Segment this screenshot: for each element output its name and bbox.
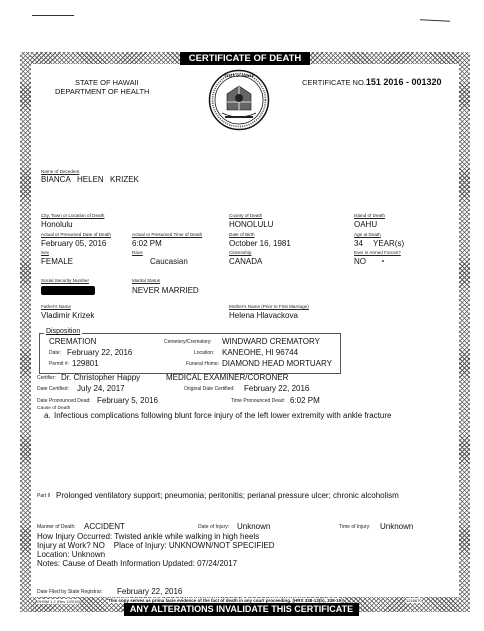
injury-at-work: Injury at Work? NO Place of Injury: UNKNOWN/NOT SPECIFIED	[37, 541, 275, 550]
original-date-value: February 22, 2016	[244, 384, 310, 393]
state-seal-icon	[208, 69, 270, 131]
injury-how: How Injury Occurred: Twisted ankle while walking in high heels	[37, 532, 260, 541]
city-value: Honolulu	[41, 220, 73, 229]
funeral-home-label: Funeral Home:	[186, 361, 220, 367]
marital-value: NEVER MARRIED	[132, 286, 199, 295]
alteration-warning: ANY ALTERATIONS INVALIDATE THIS CERTIFICATE	[124, 603, 359, 616]
marital-label: Marital Status	[132, 278, 161, 283]
county-label: County of Death	[229, 213, 263, 218]
father-label: Father's Name	[41, 304, 71, 309]
dob-label: Date of Birth	[229, 232, 255, 237]
age-unit: YEAR(s)	[373, 239, 405, 248]
filed-label: Date Filed by State Registrar:	[37, 589, 103, 595]
date-of-death-label: Actual or Presumed Date of Death	[41, 232, 111, 237]
original-date-label: Original Date Certified:	[184, 386, 235, 392]
injury-time-value: Unknown	[380, 522, 414, 531]
date-of-death-value: February 05, 2016	[41, 239, 107, 248]
city-label: City, Town or Location of Death	[41, 213, 105, 218]
certificate-number-value: 151 2016 - 001320	[365, 77, 442, 87]
filed-value: February 22, 2016	[117, 587, 183, 596]
scan-mark-left	[32, 15, 74, 16]
time-pronounced-label: Time Pronounced Dead:	[231, 398, 286, 404]
armed-forces-label: Ever in Armed Forces?	[354, 250, 401, 255]
disposition-date-label: Date:	[49, 350, 61, 356]
border-right	[459, 52, 470, 612]
citizenship-value: CANADA	[229, 257, 263, 266]
manner-label: Manner of Death:	[37, 524, 76, 530]
sex-value: FEMALE	[41, 257, 74, 266]
manner-value: ACCIDENT	[84, 522, 125, 531]
race-value: Caucasian	[150, 257, 188, 266]
permit-label: Permit #:	[49, 361, 70, 367]
date-certified-value: July 24, 2017	[77, 384, 125, 393]
copy-statement: This copy serves as prima facie evidence of the fact of death in any court proceeding. [HRS 338-13(b), 338-19]	[108, 598, 343, 603]
disposition-label: Disposition	[46, 328, 81, 335]
injury-time-label: Time of Injury:	[339, 524, 371, 530]
border-left	[20, 52, 31, 612]
ssn-label: Social Security Number	[41, 278, 89, 283]
cemetery-label: Cemetery/Crematory:	[164, 339, 212, 345]
cause-a-value: Infectious complications following blunt force injury of the left lower extremity with ankle fracture	[54, 411, 392, 420]
cemetery-value: WINDWARD CREMATORY	[222, 337, 320, 346]
decedent-first-name: BIANCA	[41, 175, 71, 184]
age-label: Age at Death	[354, 232, 381, 237]
father-value: Vladimir Krizek	[41, 311, 95, 320]
part2-value: Prolonged ventilatory support; pneumonia; peritonitis; perianal pressure ulcer; chronic alcoholism	[56, 491, 399, 500]
certificate-number-label: CERTIFICATE NO.	[302, 78, 366, 87]
date-pronounced-label: Date Pronounced Dead:	[37, 398, 91, 404]
cause-label: Cause of Death	[37, 406, 71, 411]
decedent-name-label: Name of Decedent	[41, 169, 80, 174]
decedent-last-name: KRIZEK	[110, 175, 139, 184]
mother-label: Mother's Name (Prior to First Marriage)	[229, 304, 309, 309]
date-certified-label: Date Certified:	[37, 386, 69, 392]
notes: Notes: Cause of Death Information Updated: 07/24/2017	[37, 559, 238, 568]
scan-dot	[382, 260, 384, 262]
certifier-title: MEDICAL EXAMINER/CORONER	[166, 373, 289, 382]
mother-value: Helena Hlavackova	[229, 311, 298, 320]
certifier-name: Dr. Christopher Happy	[61, 373, 141, 382]
sex-label: Sex	[41, 250, 49, 255]
time-pronounced-value: 6:02 PM	[290, 396, 320, 405]
certificate-number	[302, 77, 441, 87]
injury-location: Location: Unknown	[37, 550, 106, 559]
armed-forces-value: NO	[354, 257, 366, 266]
island-label: Island of Death	[354, 213, 385, 218]
county-value: HONOLULU	[229, 220, 274, 229]
permit-value: 129801	[72, 359, 99, 368]
injury-date-value: Unknown	[237, 522, 271, 531]
disposition-date: February 22, 2016	[67, 348, 133, 357]
decedent-middle-name: HELEN	[77, 175, 104, 184]
dob-value: October 16, 1981	[229, 239, 291, 248]
state-name: STATE OF HAWAII	[75, 78, 139, 87]
injury-date-label: Date of Injury:	[198, 524, 230, 530]
time-of-death-value: 6:02 PM	[132, 239, 162, 248]
island-value: OAHU	[354, 220, 378, 229]
location-value: KANEOHE, HI 96744	[222, 348, 299, 357]
citizenship-label: Citizenship	[229, 250, 252, 255]
serial-number: 1216670	[406, 598, 422, 603]
age-value: 34	[354, 239, 363, 248]
race-label: Race	[132, 250, 143, 255]
location-label: Location:	[194, 350, 215, 356]
date-pronounced-value: February 5, 2016	[97, 396, 158, 405]
certifier-label: Certifier:	[37, 375, 56, 381]
time-of-death-label: Actual or Presumed Time of Death	[132, 232, 203, 237]
ssn-redaction	[41, 286, 95, 295]
department-name: DEPARTMENT OF HEALTH	[55, 87, 150, 96]
scan-mark-right	[420, 19, 450, 22]
funeral-home-value: DIAMOND HEAD MORTUARY	[222, 359, 332, 368]
form-id: OHSM 1.2 (Rev 1/2015)	[37, 599, 80, 604]
cause-a-prefix: a.	[44, 411, 51, 420]
seal-text: STATE OF HAWAII	[224, 74, 254, 78]
disposition-method: CREMATION	[49, 337, 97, 346]
certificate-title: CERTIFICATE OF DEATH	[180, 52, 310, 65]
part2-label: Part II	[37, 493, 51, 499]
